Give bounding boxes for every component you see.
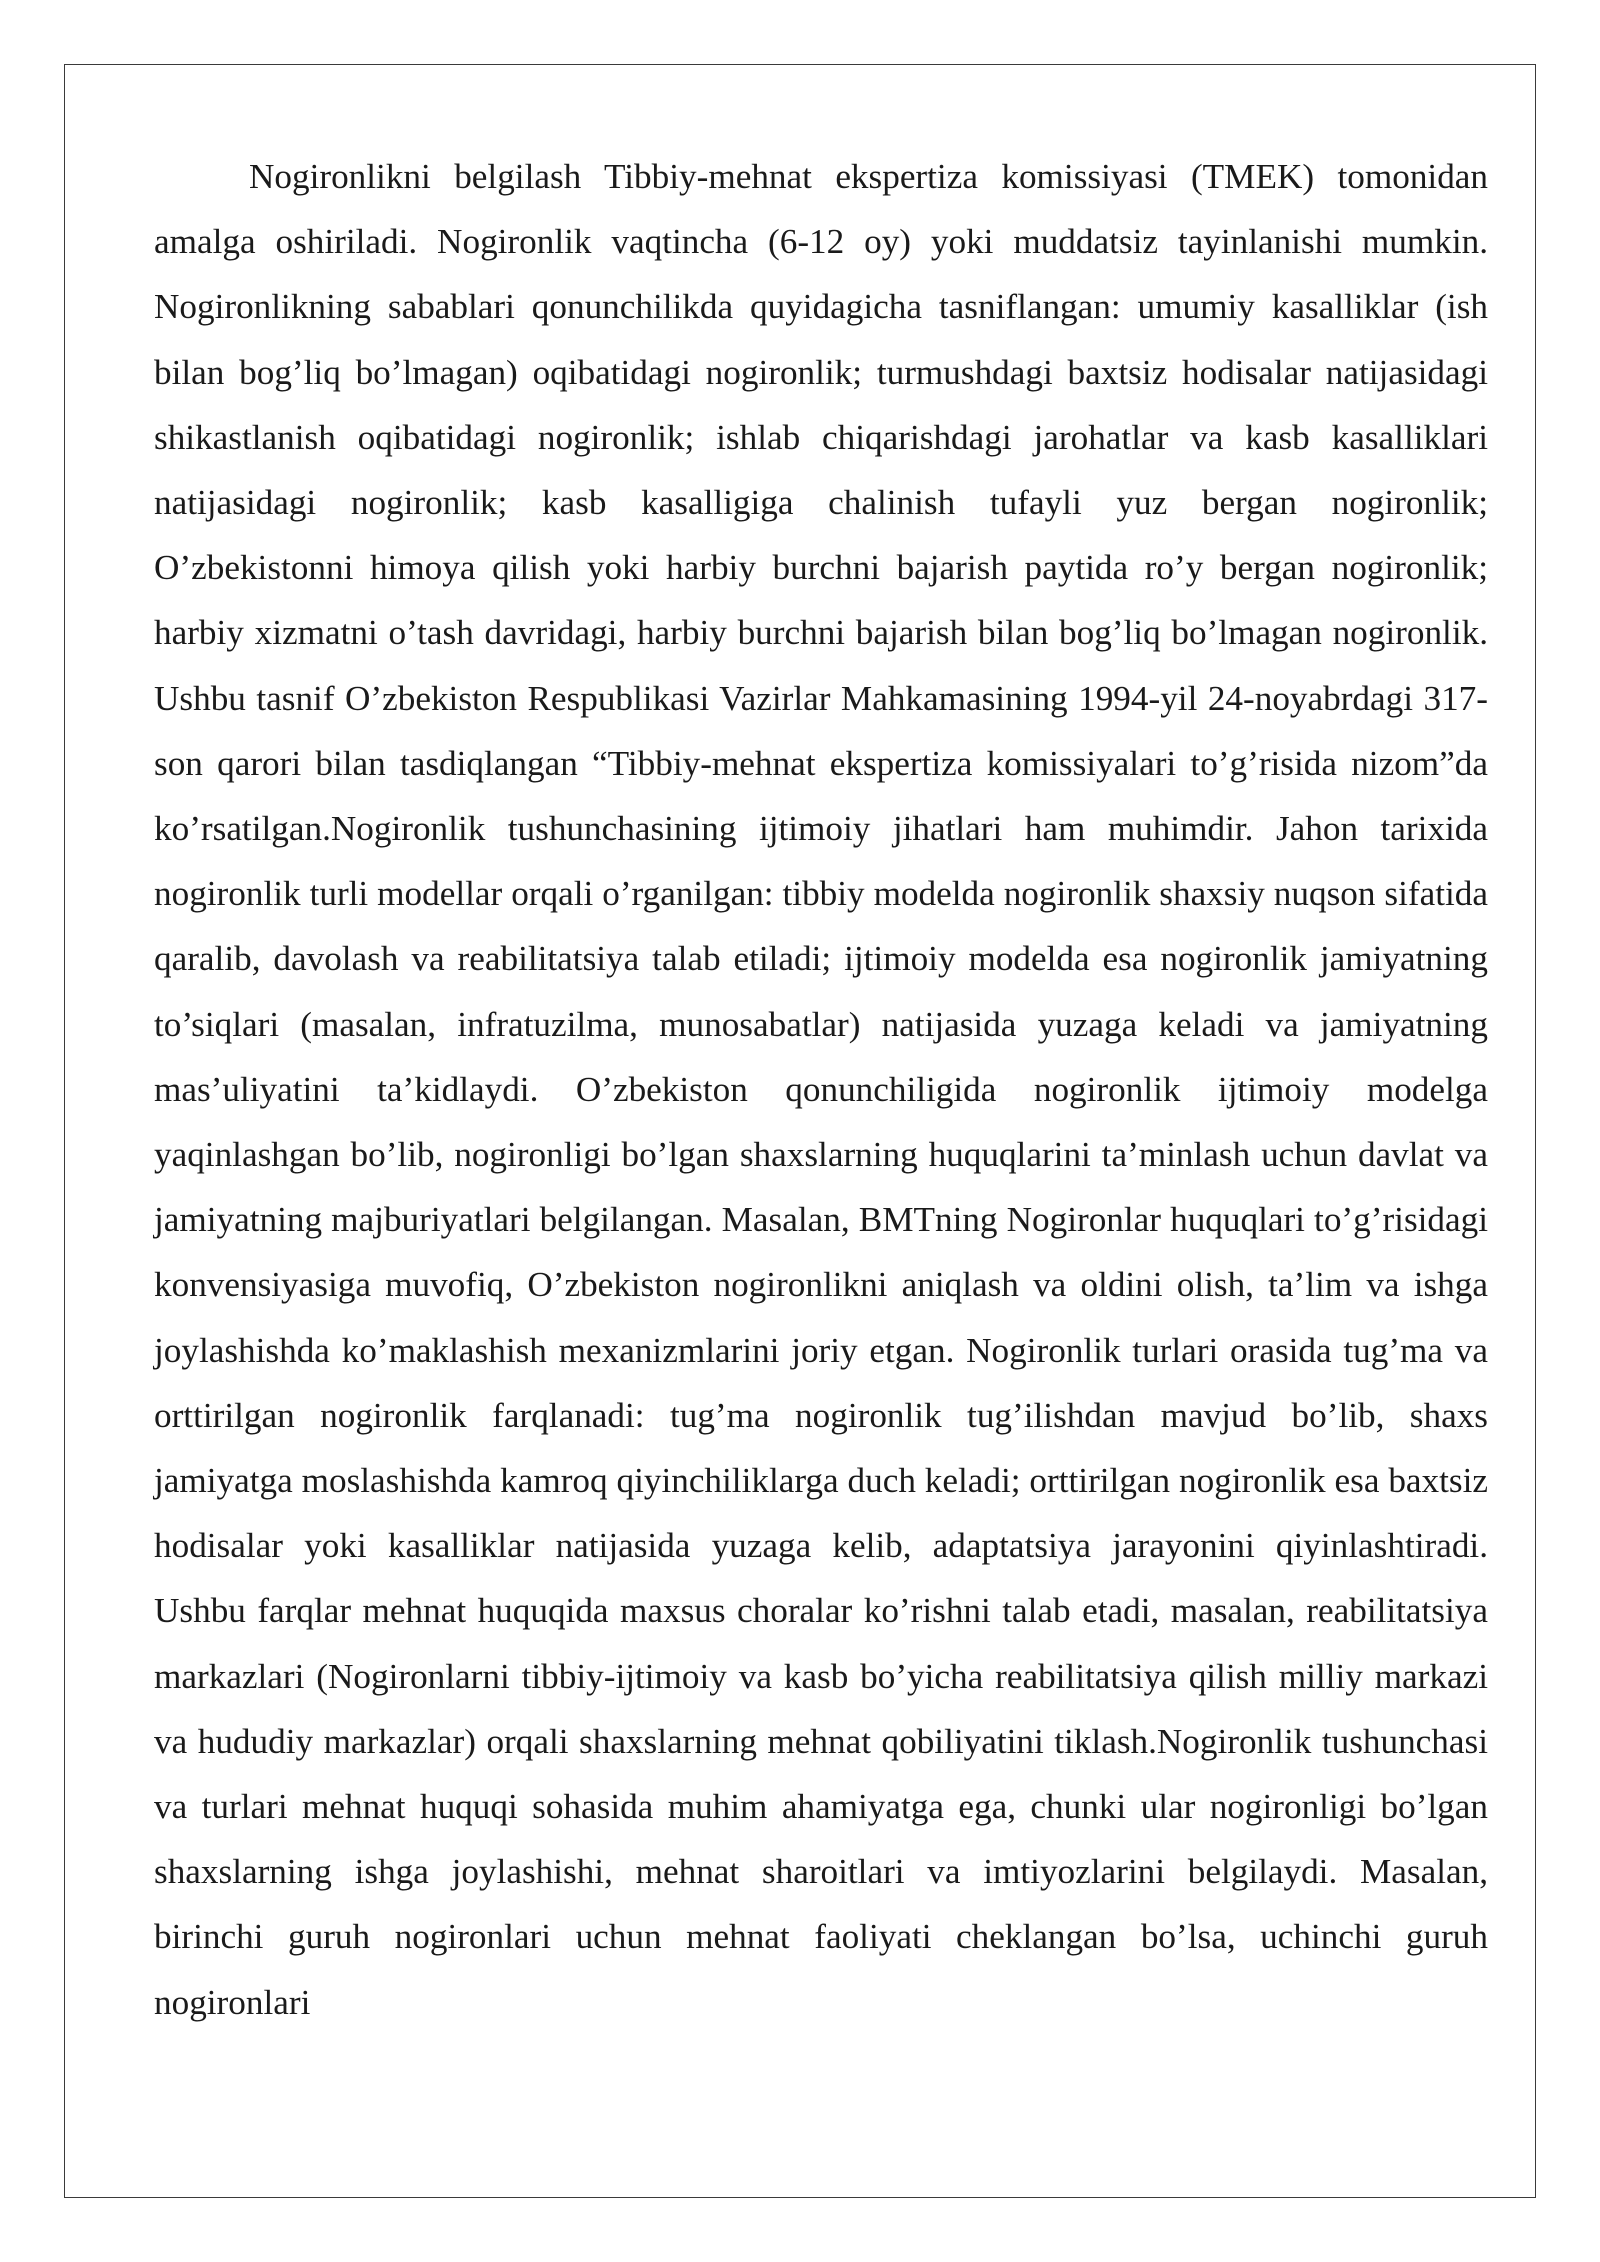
- body-paragraph: Nogironlikni belgilash Tibbiy-mehnat ekspertiza komissiyasi (TMEK) tomonidan amalga oshiriladi. Nogironlik vaqtincha (6-12 oy) yoki muddatsiz tayinlanishi mumkin. Nogironlikning sabablari qonunchilikda quyidagicha tasniflangan: umumiy kasalliklar (ish bilan bog’liq bo’lmagan) oqibatidagi nogironlik; turmushdagi baxtsiz hodisalar natijasidagi shikastlanish oqibatidagi nogironlik; ishlab chiqarishdagi jarohatlar va kasb kasalliklari natijasidagi nogironlik; kasb kasalligiga chalinish tufayli yuz bergan nogironlik; O’zbekistonni himoya qilish yoki harbiy burchni bajarish paytida ro’y bergan nogironlik; harbiy xizmatni o’tash davridagi, harbiy burchni bajarish bilan bog’liq bo’lmagan nogironlik. Ushbu tasnif O’zbekiston Respublikasi Vazirlar Mahkamasining 1994-yil 24-noyabrdagi 317-son qarori bilan tasdiqlangan “Tibbiy-mehnat ekspertiza komissiyalari to’g’risida nizom”da ko’rsatilgan.Nogironlik tushunchasining ijtimoiy jihatlari ham muhimdir. Jahon tarixida nogironlik turli modellar orqali o’rganilgan: tibbiy modelda nogironlik shaxsiy nuqson sifatida qaralib, davolash va reabilitatsiya talab etiladi; ijtimoiy modelda esa nogironlik jamiyatning to’siqlari (masalan, infratuzilma, munosabatlar) natijasida yuzaga keladi va jamiyatning mas’uliyatini ta’kidlaydi. O’zbekiston qonunchiligida nogironlik ijtimoiy modelga yaqinlashgan bo’lib, nogironligi bo’lgan shaxslarning huquqlarini ta’minlash uchun davlat va jamiyatning majburiyatlari belgilangan. Masalan, BMTning Nogironlar huquqlari to’g’risidagi konvensiyasiga muvofiq, O’zbekiston nogironlikni aniqlash va oldini olish, ta’lim va ishga joylashishda ko’maklashish mexanizmlarini joriy etgan. Nogironlik turlari orasida tug’ma va orttirilgan nogironlik farqlanadi: tug’ma nogironlik tug’ilishdan mavjud bo’lib, shaxs jamiyatga moslashishda kamroq qiyinchiliklarga duch keladi; orttirilgan nogironlik esa baxtsiz hodisalar yoki kasalliklar natijasida yuzaga kelib, adaptatsiya jarayonini qiyinlashtiradi. Ushbu farqlar mehnat huquqida maxsus choralar ko’rishni talab etadi, masalan, reabilitatsiya markazlari (Nogironlarni tibbiy-ijtimoiy va kasb bo’yicha reabilitatsiya qilish milliy markazi va hududiy markazlar) orqali shaxslarning mehnat qobiliyatini tiklash.Nogironlik tushunchasi va turlari mehnat huquqi sohasida muhim ahamiyatga ega, chunki ular nogironligi bo’lgan shaxslarning ishga joylashishi, mehnat sharoitlari va imtiyozlarini belgilaydi. Masalan, birinchi guruh nogironlari uchun mehnat faoliyati cheklangan bo’lsa, uchinchi guruh nogironlari: [154, 157, 1488, 2022]
